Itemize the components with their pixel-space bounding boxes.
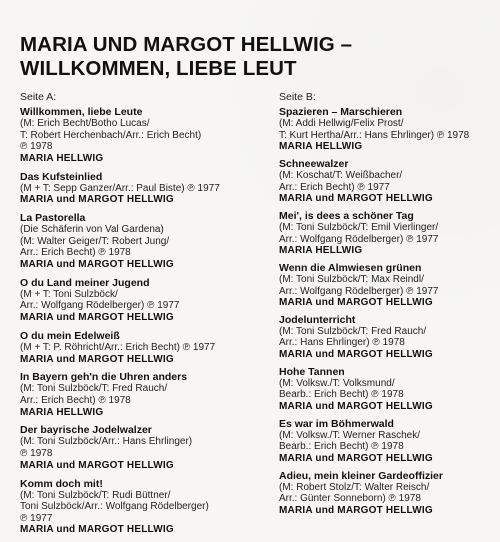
track-credits-line: (M: Erich Becht/Botho Lucas/ xyxy=(20,118,150,129)
track-artist: MARIA und MARGOT HELLWIG xyxy=(20,524,174,536)
track-entry xyxy=(20,371,260,418)
track-artist: MARIA und MARGOT HELLWIG xyxy=(20,459,174,471)
track-credits-line: Arr.: Hans Ehrlinger) ℗ 1978 xyxy=(279,337,405,349)
track-credits-line: (M: Toni Sulzböck/T: Fred Rauch/ xyxy=(279,325,427,337)
track-credits-line: (M: Addi Hellwig/Felix Prost/ xyxy=(279,118,404,129)
side-b-column xyxy=(279,91,494,522)
track-artist: MARIA HELLWIG xyxy=(279,245,363,257)
track-credits-line: (M + T: Sepp Ganzer/Arr.: Paul Biste) ℗ 1977 xyxy=(20,182,220,194)
track-entry xyxy=(279,366,494,413)
track-entry xyxy=(20,171,260,206)
track-credits-line: Arr.: Erich Becht) ℗ 1977 xyxy=(279,181,390,193)
track-title: O du Land meiner Jugend xyxy=(20,276,150,289)
track-entry xyxy=(279,470,494,517)
track-entry xyxy=(20,330,260,365)
track-title: Hohe Tannen xyxy=(279,365,345,378)
side-b-label: Seite B: xyxy=(279,91,316,103)
track-artist: MARIA und MARGOT HELLWIG xyxy=(20,194,174,206)
track-artist: MARIA HELLWIG xyxy=(279,141,363,153)
track-entry xyxy=(20,277,260,324)
track-title: Spazieren – Marschieren xyxy=(279,106,403,118)
track-credits-line: (M + T: P. Röhricht/Arr.: Erich Becht) ℗ 1977 xyxy=(20,341,216,353)
track-artist: MARIA HELLWIG xyxy=(20,406,104,418)
track-title: La Pastorella xyxy=(20,212,86,225)
track-title: O du mein Edelweiß xyxy=(20,329,120,342)
track-credits-line: (M: Toni Sulzböck/T: Max Reindl/ xyxy=(279,273,424,285)
track-credits-line: (M: Toni Sulzböck/T: Emil Vierlinger/ xyxy=(279,221,439,233)
track-entry xyxy=(279,106,494,153)
track-title: Mei', is dees a schöner Tag xyxy=(279,209,414,222)
track-title: Komm doch mit! xyxy=(20,477,103,490)
track-entry xyxy=(279,262,494,309)
side-b-tracklist xyxy=(279,106,494,517)
track-credits-line: (M: Toni Sulzböck/T: Rudi Büttner/ xyxy=(20,489,171,501)
track-credits-line: (M: Volksw./T: Volksmund/ xyxy=(279,377,395,389)
track-credits-line: (M: Toni Sulzböck/Arr.: Hans Ehrlinger) xyxy=(20,436,193,448)
track-credits-line: Bearb.: Erich Becht) ℗ 1978 xyxy=(279,389,404,401)
track-entry xyxy=(279,418,494,465)
track-credits-line: ℗ 1978 xyxy=(20,448,53,460)
track-artist: MARIA und MARGOT HELLWIG xyxy=(279,504,433,516)
track-artist: MARIA und MARGOT HELLWIG xyxy=(279,297,433,309)
track-title: Jodelunterricht xyxy=(279,313,356,326)
track-entry xyxy=(279,210,494,257)
track-entry xyxy=(279,314,494,361)
track-artist: MARIA und MARGOT HELLWIG xyxy=(279,453,433,464)
side-a-column xyxy=(20,91,260,542)
track-title: Der bayrische Jodelwalzer xyxy=(20,424,152,437)
track-credits-line: Arr.: Günter Sonneborn) ℗ 1978 xyxy=(279,493,421,505)
track-entry xyxy=(20,106,260,164)
album-title-line: MARIA UND MARGOT HELLWIG – xyxy=(20,33,353,56)
track-entry xyxy=(20,478,260,536)
track-credits-line: Arr.: Erich Becht) ℗ 1978 xyxy=(20,394,131,406)
track-title: In Bayern geh'n die Uhren anders xyxy=(20,371,188,384)
track-artist: MARIA und MARGOT HELLWIG xyxy=(20,312,174,324)
track-title: Wenn die Almwiesen grünen xyxy=(279,261,422,274)
track-credits-line: ℗ 1977 xyxy=(20,512,53,524)
album-title-line: WILLKOMMEN, LIEBE LEUT xyxy=(20,57,297,80)
album-title xyxy=(20,33,352,81)
track-title: Es war im Böhmerwald xyxy=(279,417,394,430)
track-credits-line: Bearb.: Erich Becht) ℗ 1978 xyxy=(279,441,404,453)
track-credits-line: (M: Koschat/T: Weißbacher/ xyxy=(279,169,403,181)
track-credits-line: Arr.: Wolfgang Rödelberger) ℗ 1977 xyxy=(279,285,439,297)
track-title: Adieu, mein kleiner Gardeoffizier xyxy=(279,469,443,482)
track-credits-line: (M + T: Toni Sulzböck/ xyxy=(20,288,118,300)
track-credits-line: Arr.: Erich Becht) ℗ 1978 xyxy=(20,247,131,259)
track-credits-line: T: Kurt Hertha/Arr.: Hans Ehrlinger) ℗ 1978 xyxy=(279,129,470,141)
track-artist: MARIA und MARGOT HELLWIG xyxy=(20,258,174,270)
side-a-tracklist xyxy=(20,106,260,536)
track-credits-line: Arr.: Wolfgang Rödelberger) ℗ 1977 xyxy=(20,300,180,312)
track-title: Willkommen, liebe Leute xyxy=(20,106,143,118)
track-credits-line: (M: Volksw./T: Werner Raschek/ xyxy=(279,429,420,441)
track-credits-line: (M: Robert Stolz/T: Walter Reisch/ xyxy=(279,481,430,493)
track-credits-line: T: Robert Herchenbach/Arr.: Erich Becht) xyxy=(20,129,202,141)
track-credits-line: (M: Toni Sulzböck/T: Fred Rauch/ xyxy=(20,383,168,395)
track-credits-line: Toni Sulzböck/Arr.: Wolfgang Rödelberger) xyxy=(20,501,209,513)
track-entry xyxy=(20,212,260,270)
track-title: Schneewalzer xyxy=(279,157,349,170)
side-a-label: Seite A: xyxy=(20,91,57,103)
track-entry xyxy=(279,158,494,205)
track-artist: MARIA und MARGOT HELLWIG xyxy=(279,401,433,413)
track-credits-line: (M: Walter Geiger/T: Robert Jung/ xyxy=(20,235,170,247)
track-title: Das Kufsteinlied xyxy=(20,170,103,183)
track-artist: MARIA und MARGOT HELLWIG xyxy=(279,193,433,205)
track-credits-line: Arr.: Wolfgang Rödelberger) ℗ 1977 xyxy=(279,233,439,245)
track-credits-line: ℗ 1978 xyxy=(20,141,53,153)
track-artist: MARIA und MARGOT HELLWIG xyxy=(20,353,174,365)
track-credits-line: (Die Schäferin von Val Gardena) xyxy=(20,224,164,236)
track-artist: MARIA und MARGOT HELLWIG xyxy=(279,349,433,361)
track-entry xyxy=(20,424,260,471)
track-artist: MARIA HELLWIG xyxy=(20,152,104,164)
